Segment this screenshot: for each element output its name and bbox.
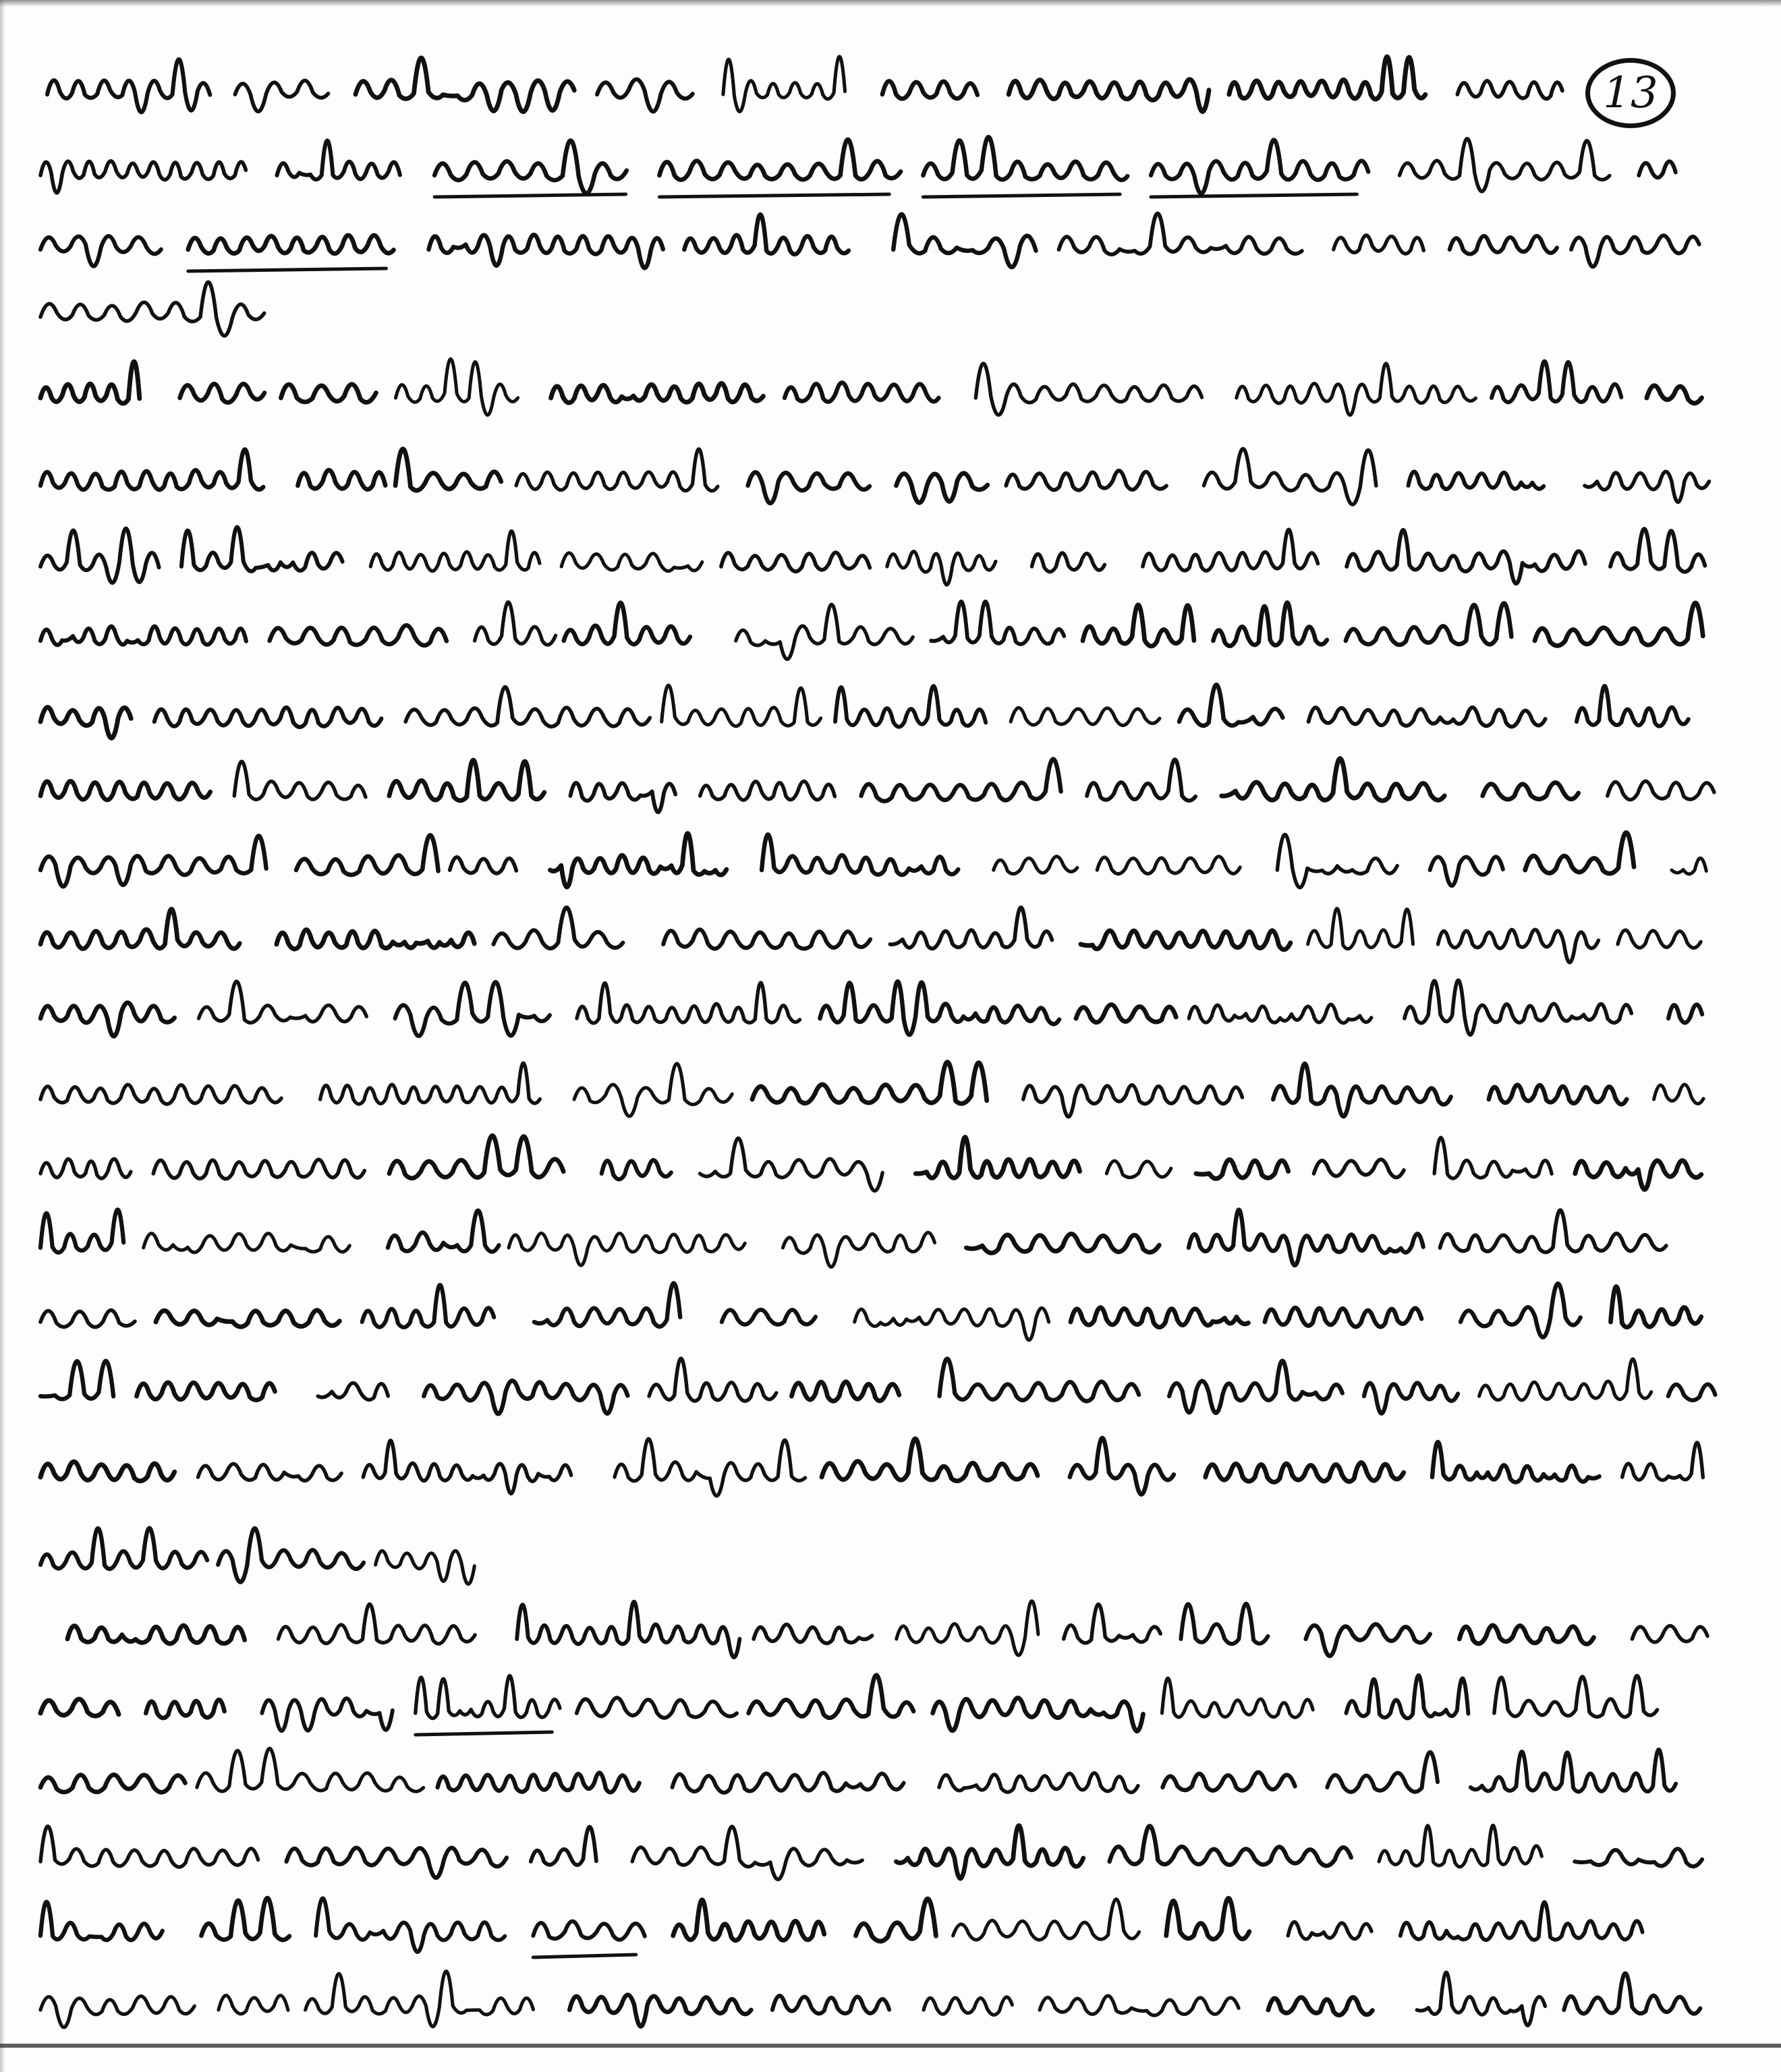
handwritten-word xyxy=(395,449,501,491)
handwritten-word xyxy=(897,473,988,503)
handwritten-word xyxy=(146,1700,224,1718)
handwritten-word xyxy=(1009,80,1209,112)
handwritten-word xyxy=(1181,1604,1268,1644)
handwritten-word xyxy=(574,1064,732,1116)
handwritten-word xyxy=(597,80,693,112)
handwritten-word xyxy=(156,1311,339,1327)
handwritten-word xyxy=(356,58,574,112)
handwritten-word xyxy=(820,981,1059,1035)
handwritten-word xyxy=(144,1234,350,1253)
handwritten-word xyxy=(1032,553,1105,572)
handwritten-word xyxy=(306,1972,534,2027)
handwritten-word xyxy=(1346,603,1512,645)
handwritten-word xyxy=(1535,603,1703,645)
handwritten-word xyxy=(723,57,845,112)
handwritten-word xyxy=(1169,1361,1342,1413)
handwritten-word xyxy=(1070,1438,1174,1495)
handwritten-word xyxy=(534,1284,681,1327)
handwritten-word xyxy=(754,1624,872,1643)
handwritten-word xyxy=(896,1826,1083,1879)
handwritten-word xyxy=(1440,1210,1666,1252)
handwritten-word xyxy=(570,783,675,812)
handwritten-word xyxy=(1483,782,1579,799)
handwritten-word xyxy=(198,1464,342,1480)
handwritten-word xyxy=(933,1698,1143,1731)
handwritten-word xyxy=(219,1995,288,2013)
handwritten-word xyxy=(783,1232,934,1267)
handwritten-word xyxy=(551,383,764,403)
handwritten-word xyxy=(262,1698,393,1731)
handwritten-word xyxy=(1450,236,1557,254)
handwritten-word xyxy=(181,527,343,571)
handwritten-word xyxy=(923,137,1127,180)
handwritten-word xyxy=(434,140,627,193)
handwritten-word xyxy=(1097,857,1240,874)
handwritten-word xyxy=(615,1439,805,1496)
underline-stroke xyxy=(659,194,889,197)
handwritten-word xyxy=(887,552,996,585)
handwritten-word xyxy=(320,1063,540,1104)
handwritten-word xyxy=(752,1062,987,1103)
handwritten-word xyxy=(1206,1463,1404,1483)
handwritten-word xyxy=(281,384,376,403)
handwritten-word xyxy=(897,1601,1038,1655)
handwritten-word xyxy=(700,1139,883,1191)
handwritten-word xyxy=(363,1441,571,1494)
handwritten-word xyxy=(40,1085,281,1104)
handwritten-word xyxy=(1059,213,1302,254)
handwritten-word xyxy=(1525,832,1634,873)
handwritten-word xyxy=(577,1698,737,1718)
handwritten-word xyxy=(1213,602,1327,645)
handwritten-word xyxy=(1417,1972,1545,2025)
handwritten-word xyxy=(199,981,367,1023)
handwritten-word xyxy=(1571,235,1699,266)
handwritten-word xyxy=(509,1233,745,1265)
handwritten-word xyxy=(40,1826,258,1867)
handwritten-word xyxy=(1494,1675,1658,1717)
handwritten-word xyxy=(287,1848,507,1878)
handwritten-word xyxy=(940,1359,1139,1402)
handwritten-word xyxy=(569,1995,751,2027)
handwritten-word xyxy=(632,1826,862,1879)
handwritten-word xyxy=(40,1528,207,1569)
handwritten-word xyxy=(40,781,210,800)
underline-stroke xyxy=(923,194,1120,197)
handwritten-word xyxy=(1166,1898,1249,1939)
handwritten-word xyxy=(516,449,718,491)
handwritten-word xyxy=(1575,1849,1702,1866)
handwritten-word xyxy=(1071,1308,1248,1327)
handwritten-word xyxy=(939,1773,1138,1793)
handwritten-word xyxy=(153,1159,364,1179)
handwritten-word xyxy=(40,1209,123,1253)
handwritten-word xyxy=(40,1699,119,1716)
handwritten-word xyxy=(40,627,246,645)
handwritten-word xyxy=(154,708,382,727)
handwritten-word xyxy=(1268,1997,1373,2015)
handwritten-word xyxy=(785,382,939,401)
handwritten-word xyxy=(188,235,394,254)
handwritten-word xyxy=(40,529,159,583)
handwritten-word xyxy=(40,909,239,949)
handwritten-word xyxy=(822,1439,1038,1481)
handwritten-word xyxy=(494,908,623,949)
handwritten-word xyxy=(1432,1442,1600,1483)
handwritten-word xyxy=(772,1996,889,2013)
handwritten-word xyxy=(1575,1161,1701,1190)
handwritten-word xyxy=(994,857,1077,874)
handwritten-word xyxy=(316,1898,505,1952)
handwritten-word xyxy=(564,603,690,645)
handwritten-word xyxy=(1229,57,1425,99)
handwritten-word xyxy=(1064,1605,1161,1643)
handwritten-word xyxy=(893,214,1036,267)
page-number-text: 13 xyxy=(1603,68,1658,118)
handwritten-word xyxy=(1189,1004,1371,1023)
handwritten-word xyxy=(762,834,958,875)
handwritten-word xyxy=(1608,781,1714,799)
handwritten-word xyxy=(405,687,650,727)
handwritten-word xyxy=(475,602,556,645)
handwritten-word xyxy=(362,1285,494,1327)
handwritten-word xyxy=(673,1900,824,1940)
handwritten-word xyxy=(533,1922,645,1940)
handwritten-word xyxy=(1040,1996,1239,2015)
handwritten-word xyxy=(1237,364,1476,415)
handwritten-word xyxy=(40,1462,175,1481)
handwritten-word xyxy=(1577,686,1689,726)
handwritten-word xyxy=(1622,1443,1703,1480)
handwritten-word xyxy=(1308,909,1413,949)
handwritten-word xyxy=(429,235,663,268)
handwritten-word xyxy=(1654,1085,1704,1103)
handwritten-word xyxy=(1379,1825,1542,1866)
handwritten-word xyxy=(40,449,263,490)
handwritten-word xyxy=(1327,1752,1438,1792)
handwritten-word xyxy=(1639,161,1676,177)
handwritten-word xyxy=(1611,1287,1701,1327)
handwritten-word xyxy=(40,236,161,266)
handwritten-word xyxy=(277,930,474,949)
handwritten-word xyxy=(1459,1625,1593,1644)
handwritten-word xyxy=(1288,1922,1372,1938)
handwritten-word xyxy=(201,1898,289,1940)
underline-stroke xyxy=(416,1732,553,1735)
handwritten-word xyxy=(388,1211,499,1252)
handwritten-word xyxy=(424,1381,627,1414)
handwritten-word xyxy=(1204,449,1376,505)
handwritten-word xyxy=(40,1775,186,1792)
handwritten-word xyxy=(376,1551,475,1584)
handwritten-word xyxy=(861,759,1061,801)
handwritten-word xyxy=(1081,931,1291,950)
handwritten-word xyxy=(1196,1159,1289,1178)
handwritten-word xyxy=(1471,1750,1676,1791)
handwritten-word xyxy=(561,553,702,571)
handwritten-word xyxy=(1265,1308,1421,1327)
handwritten-word xyxy=(1457,81,1562,99)
handwritten-word xyxy=(1347,1675,1469,1719)
handwritten-word xyxy=(1461,1284,1581,1337)
handwritten-word xyxy=(882,81,978,98)
handwritten-word xyxy=(1273,1064,1451,1116)
handwritten-word xyxy=(40,362,140,403)
handwritten-word xyxy=(47,59,210,112)
handwritten-word xyxy=(1179,685,1282,726)
handwritten-word xyxy=(976,364,1202,415)
handwritten-word xyxy=(1647,386,1702,403)
handwritten-word xyxy=(1110,1826,1351,1866)
handwritten-word xyxy=(416,1676,560,1719)
handwritten-word xyxy=(659,140,901,180)
handwritten-word xyxy=(1668,1384,1716,1400)
handwritten-word xyxy=(1479,1359,1651,1400)
underline-stroke xyxy=(1151,194,1357,197)
handwritten-word xyxy=(550,834,727,888)
handwritten-word xyxy=(40,1902,163,1940)
handwritten-word xyxy=(924,1997,1012,2015)
handwritten-word xyxy=(684,214,849,254)
handwritten-word xyxy=(296,835,439,875)
handwritten-word xyxy=(736,604,913,659)
handwritten-word xyxy=(721,552,870,571)
handwritten-word xyxy=(318,1383,388,1400)
handwritten-word xyxy=(1087,759,1195,801)
handwritten-word xyxy=(531,1827,596,1865)
handwritten-word xyxy=(1672,858,1706,874)
handwritten-word xyxy=(1364,1383,1458,1413)
handwritten-word xyxy=(1409,471,1544,489)
handwritten-word xyxy=(40,836,266,886)
handwritten-word xyxy=(1405,980,1631,1035)
handwritten-word xyxy=(1143,529,1318,571)
handwritten-word xyxy=(1306,1624,1430,1656)
handwritten-word xyxy=(791,1382,899,1402)
handwritten-word xyxy=(1151,140,1368,193)
handwritten-word xyxy=(1334,235,1424,254)
handwritten-word xyxy=(517,1602,739,1657)
handwritten-word xyxy=(40,708,131,739)
handwritten-word xyxy=(180,384,265,403)
handwritten-word xyxy=(450,857,517,873)
handwritten-word xyxy=(40,161,246,193)
handwritten-word xyxy=(1162,1678,1313,1717)
handwritten-word xyxy=(395,982,550,1036)
handwritten-word xyxy=(67,1625,245,1644)
handwritten-word xyxy=(855,1308,1049,1340)
handwritten-word xyxy=(1314,1159,1405,1178)
handwritten-word xyxy=(748,472,870,503)
handwritten-word xyxy=(835,686,986,726)
handwritten-word xyxy=(40,1361,113,1400)
handwritten-word xyxy=(1006,471,1166,490)
handwritten-word xyxy=(1023,1085,1243,1117)
handwritten-word xyxy=(197,1748,424,1791)
handwritten-word xyxy=(953,1899,1139,1940)
handwritten-word xyxy=(234,761,366,799)
handwritten-word xyxy=(1106,1161,1171,1178)
handwritten-word xyxy=(1438,929,1599,962)
handwritten-word xyxy=(1632,1625,1707,1642)
handwritten-word xyxy=(662,685,821,726)
handwritten-word xyxy=(649,1358,776,1401)
handwritten-word xyxy=(298,470,385,490)
handwritten-word xyxy=(389,1136,563,1178)
handwritten-word xyxy=(235,80,328,111)
handwritten-word xyxy=(1222,759,1445,801)
handwritten-word xyxy=(673,1773,904,1792)
handwritten-word xyxy=(1585,471,1709,502)
handwritten-word xyxy=(40,1003,175,1037)
handwritten-word xyxy=(749,1675,914,1718)
handwritten-word xyxy=(277,140,400,179)
handwritten-word xyxy=(1277,834,1397,888)
handwritten-word xyxy=(856,1899,936,1941)
handwritten-word xyxy=(1083,605,1194,646)
handwritten-word xyxy=(700,781,835,800)
handwritten-word xyxy=(370,531,540,571)
handwritten-word xyxy=(40,282,264,336)
handwritten-word xyxy=(218,1528,364,1582)
handwritten-word xyxy=(1668,1004,1702,1023)
handwritten-word xyxy=(1162,1773,1295,1791)
handwritten-word xyxy=(1618,930,1701,948)
handwritten-word xyxy=(1492,362,1621,403)
handwritten-word xyxy=(396,359,518,415)
handwritten-word xyxy=(270,625,447,645)
handwritten-word xyxy=(40,1311,135,1327)
handwritten-word xyxy=(40,1159,131,1178)
handwritten-word xyxy=(1610,529,1705,572)
underline-stroke xyxy=(434,194,626,197)
handwritten-word xyxy=(1430,857,1503,886)
handwritten-word xyxy=(602,1160,671,1179)
handwritten-word xyxy=(438,1773,640,1792)
handwritten-word xyxy=(577,983,800,1023)
handwritten-word xyxy=(663,929,870,948)
handwritten-word xyxy=(890,907,1052,948)
handwritten-word xyxy=(279,1604,476,1644)
handwritten-word xyxy=(1011,708,1160,725)
underline-stroke xyxy=(533,1955,636,1957)
handwritten-word xyxy=(1489,1085,1627,1105)
handwritten-word xyxy=(1309,708,1546,727)
handwritten-word xyxy=(40,1996,194,2027)
handwritten-word xyxy=(722,1310,816,1325)
handwritten-word xyxy=(1400,139,1610,192)
handwritten-word xyxy=(137,1383,275,1400)
handwritten-word xyxy=(931,602,1064,644)
handwritten-word xyxy=(1076,1005,1176,1023)
underline-stroke xyxy=(188,268,387,271)
handwritten-word xyxy=(1564,1974,1700,2014)
handwritten-word xyxy=(1434,1138,1552,1178)
handwritten-word xyxy=(1189,1210,1423,1265)
handwritten-word xyxy=(1401,1902,1643,1940)
handwritten-word xyxy=(1347,530,1585,584)
handwritten-word xyxy=(915,1137,1079,1178)
handwritten-word xyxy=(966,1234,1159,1253)
handwritten-word xyxy=(389,760,544,801)
